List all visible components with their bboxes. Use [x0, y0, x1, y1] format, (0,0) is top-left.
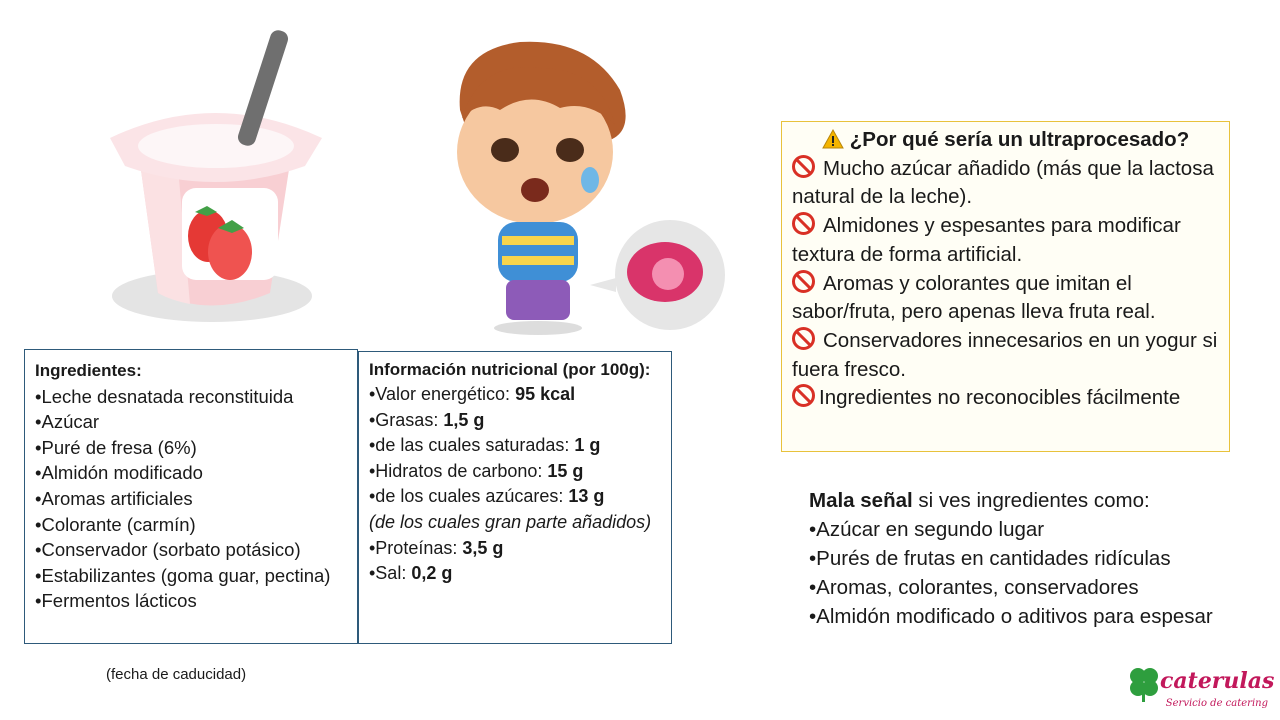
- ingredient-item: •Azúcar: [35, 411, 100, 433]
- no-entry-icon: [792, 212, 815, 235]
- ingredient-item: •Almidón modificado: [35, 462, 203, 484]
- nutrition-row: •de los cuales azúcares: 13 g: [369, 486, 605, 507]
- ingredient-item: •Colorante (carmín): [35, 513, 196, 535]
- ingredient-item: •Estabilizantes (goma guar, pectina): [35, 564, 331, 586]
- bad-sign-item: •Purés de frutas en cantidades ridículas: [809, 547, 1171, 570]
- nutrition-row: •Sal: 0,2 g: [369, 563, 453, 584]
- warning-item: Aromas y colorantes que imitan el sabor/fruta, pero apenas lleva fruta real.: [792, 271, 1156, 324]
- nutrition-row: •Hidratos de carbono: 15 g: [369, 460, 584, 481]
- warning-icon: [822, 129, 844, 149]
- nutrition-row: •Grasas: 1,5 g: [369, 409, 485, 430]
- nutrition-row: •Valor energético: 95 kcal: [369, 384, 576, 404]
- no-entry-icon: [792, 327, 815, 350]
- nutrition-row: •de las cuales saturadas: 1 g: [369, 435, 601, 456]
- ingredient-item: •Aromas artificiales: [35, 487, 193, 509]
- no-entry-icon: [792, 155, 815, 178]
- bad-sign-item: •Aromas, colorantes, conservadores: [809, 576, 1139, 599]
- yogurt-illustration: [100, 28, 340, 328]
- ingredients-title: Ingredientes:: [35, 361, 142, 380]
- warning-item: Ingredientes no reconocibles fácilmente: [792, 384, 1219, 413]
- ingredient-item: •Puré de fresa (6%): [35, 436, 197, 458]
- bad-signs-list: [809, 486, 1249, 631]
- sad-kid-illustration: [440, 30, 730, 336]
- warning-title: ¿Por qué sería un ultraprocesado?: [792, 126, 1219, 155]
- no-entry-icon: [792, 384, 815, 407]
- ingredient-item: •Conservador (sorbato potásico): [35, 539, 301, 561]
- ingredient-item: •Leche desnatada reconstituida: [35, 385, 294, 407]
- warning-item: Mucho azúcar añadido (más que la lactosa natural de la leche).: [792, 156, 1214, 209]
- caterulas-logo: [1126, 662, 1275, 712]
- warning-box: [781, 121, 1230, 452]
- logo-name: caterulas: [1160, 668, 1275, 694]
- clover-logo-icon: [1126, 664, 1162, 702]
- nutrition-box: [358, 351, 672, 644]
- nutrition-note: (de los cuales gran parte añadidos): [369, 511, 652, 532]
- logo-tagline: Servicio de catering: [1165, 698, 1268, 709]
- warning-item: Conservadores innecesarios en un yogur si fuera fresco.: [792, 328, 1218, 381]
- expiry-note: (fecha de caducidad): [106, 666, 247, 683]
- bad-signs-lead: Mala señal si ves ingredientes como:: [809, 489, 1150, 512]
- warning-item: Almidones y espesantes para modificar textura de forma artificial.: [792, 214, 1181, 266]
- bad-sign-item: •Azúcar en segundo lugar: [809, 518, 1045, 541]
- nutrition-row: •Proteínas: 3,5 g: [369, 537, 504, 558]
- bad-sign-item: •Almidón modificado o aditivos para espesar: [809, 605, 1213, 628]
- nutrition-title: Información nutricional (por 100g):: [369, 360, 651, 379]
- ingredient-item: •Fermentos lácticos: [35, 590, 197, 612]
- no-entry-icon: [792, 270, 815, 293]
- ingredients-box: [24, 349, 358, 644]
